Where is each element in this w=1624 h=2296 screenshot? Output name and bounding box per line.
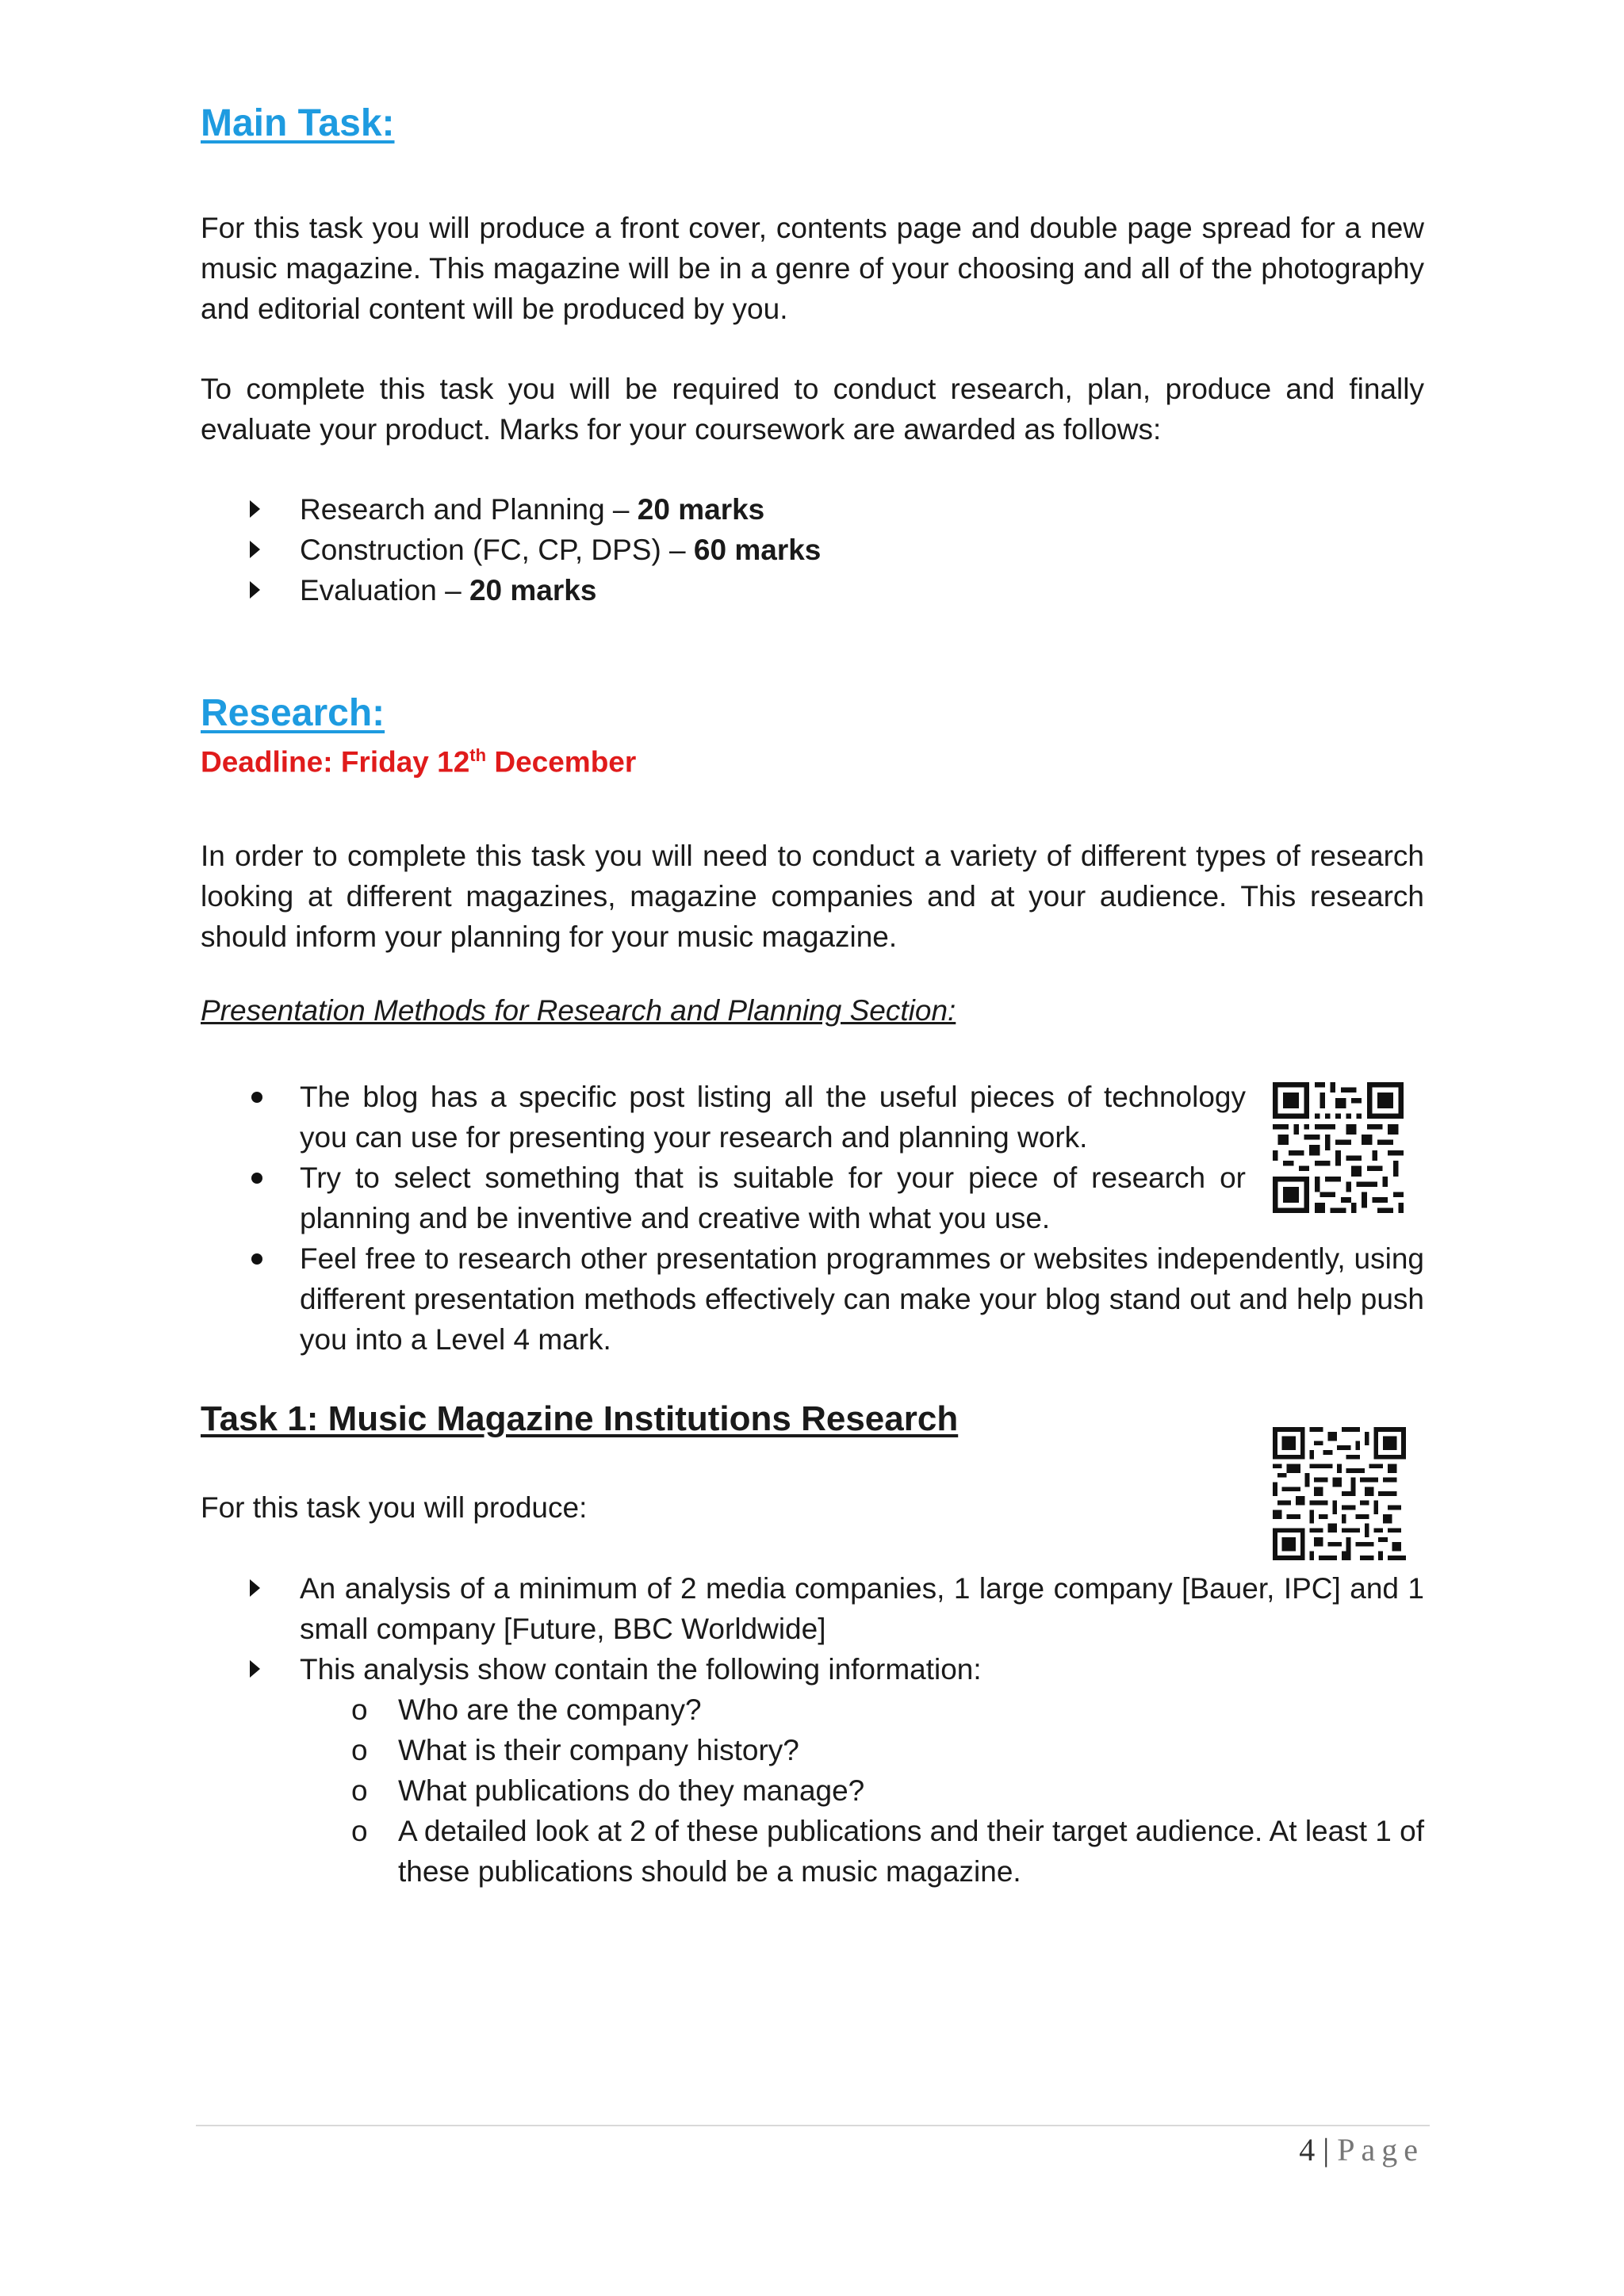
task1-sublist [351,1689,1424,1892]
research-paragraph: In order to complete this task you will need to conduct a variety of different types of research looking at different magazines, magazine companies and at your audience. This research should inform your planning for your music magazine. [201,840,1424,953]
arrow-bullet-icon [250,1660,260,1678]
task1-intro: For this task you will produce: [201,1491,588,1524]
task1-list [201,1568,1424,1689]
method-item: Feel free to research other presentation programmes or websites independently, using different presentation methods effectively can make your blog stand out and help push you into a Level 4 mark. [201,1238,1424,1360]
footer-divider [196,2125,1430,2126]
deadline: Deadline: Friday 12th December [201,745,637,779]
arrow-bullet-icon [250,500,260,518]
page-number: 4 [1299,2132,1316,2168]
main-task-paragraph-2: To complete this task you will be required to conduct research, plan, produce and finally evaluate your product. Marks for your coursework are awarded as follows: [201,373,1424,446]
task1-subitem: o What is their company history? [351,1730,1424,1770]
task1-subitem: o A detailed look at 2 of these publications and their target audience. At least 1 of these publications should be a music magazine. [351,1811,1424,1892]
arrow-bullet-icon [250,541,260,558]
presentation-methods-list [201,1077,1424,1360]
main-task-paragraph-1: For this task you will produce a front cover, contents page and double page spread for a new music magazine. This magazine will be in a genre of your choosing and all of the photography and editorial content will be produced by you. [201,212,1424,325]
page-footer: 4 | Page [1299,2132,1424,2168]
task1-subitem: o Who are the company? [351,1689,1424,1730]
task1-subitem: o What publications do they manage? [351,1770,1424,1811]
method-item: Try to select something that is suitable for your piece of research or planning and be inventive and creative with what you use. [201,1158,1424,1238]
bullet-dot-icon [251,1173,262,1184]
circle-bullet-icon: o [351,1734,368,1766]
circle-bullet-icon: o [351,1693,368,1726]
task1-item: This analysis show contain the following information: [201,1649,1424,1689]
marks-item: Research and Planning – 20 marks [201,489,1424,530]
circle-bullet-icon: o [351,1774,368,1807]
marks-list [201,489,1424,610]
marks-item: Construction (FC, CP, DPS) – 60 marks [201,530,1424,570]
marks-item: Evaluation – 20 marks [201,570,1424,610]
presentation-methods-heading: Presentation Methods for Research and Planning Section: [201,994,956,1027]
bullet-dot-icon [251,1253,262,1265]
method-item: The blog has a specific post listing all the useful pieces of technology you can use for presenting your research and planning work. [201,1077,1424,1158]
arrow-bullet-icon [250,581,260,599]
task1-heading: Task 1: Music Magazine Institutions Research [201,1399,959,1438]
page-word: Page [1337,2132,1424,2168]
main-task-heading: Main Task: [201,102,395,144]
bullet-dot-icon [251,1092,262,1103]
arrow-bullet-icon [250,1579,260,1597]
task1-item: An analysis of a minimum of 2 media companies, 1 large company [Bauer, IPC] and 1 small company [Future, BBC Worldwide] [201,1568,1424,1649]
qr-code-icon[interactable] [1273,1082,1404,1213]
circle-bullet-icon: o [351,1815,368,1847]
research-heading: Research: [201,692,385,734]
